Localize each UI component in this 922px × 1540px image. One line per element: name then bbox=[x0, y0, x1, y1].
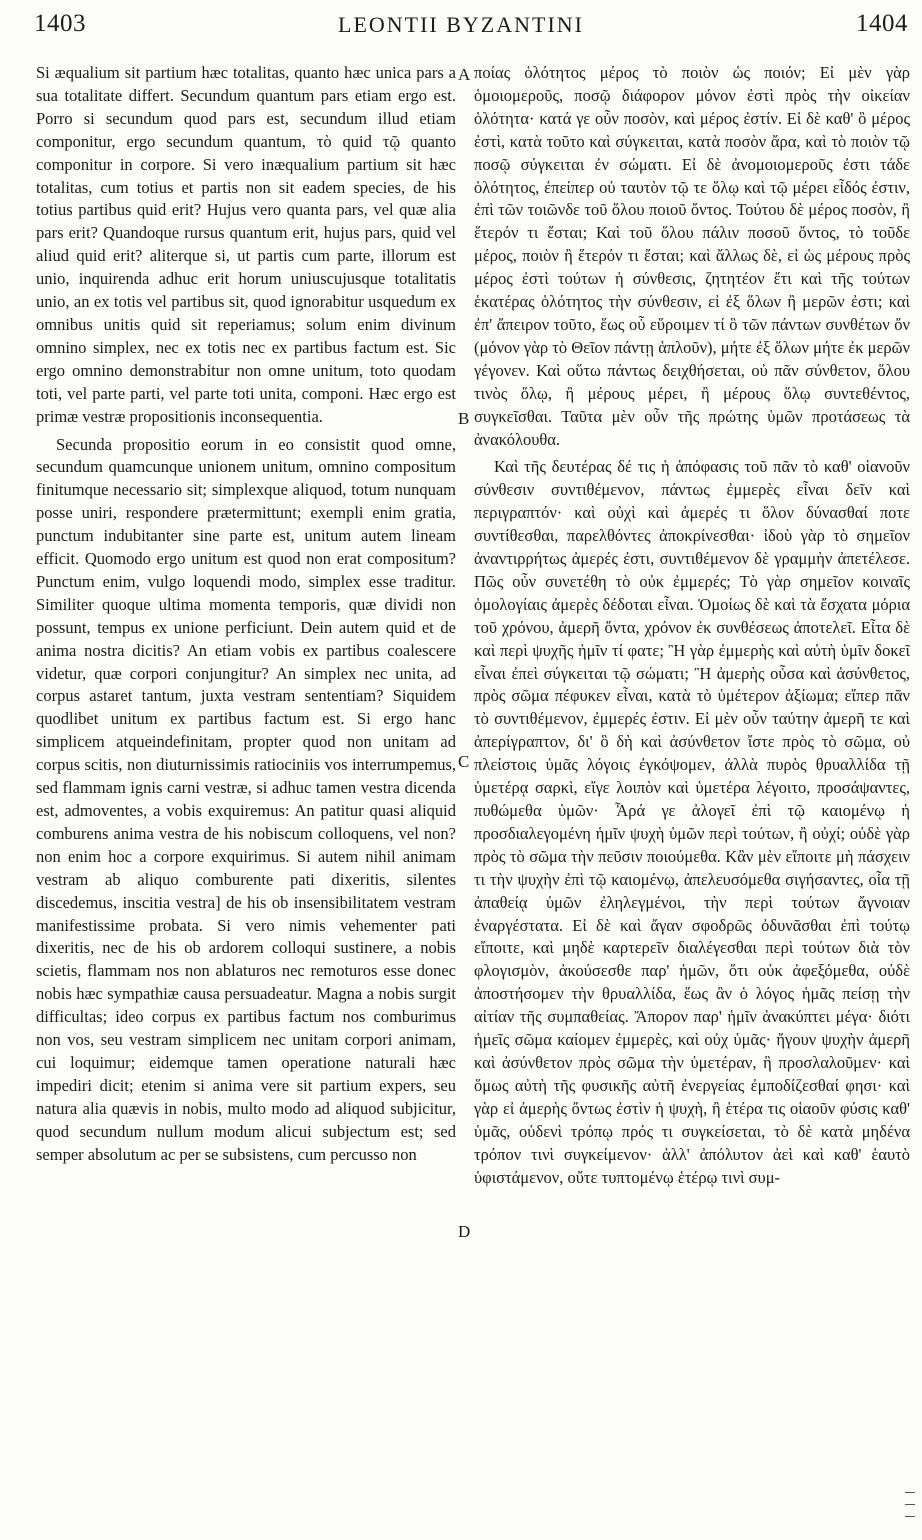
edge-tick-mark bbox=[905, 1504, 915, 1505]
latin-paragraph-2: Secunda propositio eorum in eo consistit quod omne, secundum quamcunque unionem unitum, omnino compositum finitumque necessario sit; simplexque aliquod, totum nunquam posse uniri, respondere prætermittunt; exempli enim gratia, punctum indubitanter sine parte est, unitum autem lineam efficit. Quomodo ergo unitum est quod non erat compositum? Punctum enim, vulgo loquendi modo, simplex esse traditur. Similiter quoque ultima momenta temporis, quæ dividi non possunt, tempus ex unione perficiunt. Dein autem quid et de anima nostra dicitis? An etiam vobis ex partibus coalescere videtur, quæ corpori conjungitur? An simplex nec unita, ad corpus astaret tantum, juxta vestram sententiam? Siquidem quodlibet unitum ex partibus factum est. Si ergo hanc simplicem atqueindefinitam, propter quod non unitam ad corpus scitis, non diuturnissimis ratiociniis vos interrumpemus, sed flammam ignis carni vestræ, si adhuc tamen vestra dicenda est, admoventes, a vobis exquiremus: An patitur quasi aliquid comburens anima vestra de his nobiscum colloquens, vel non? non enim hoc a corpore exquirimus. Si autem nihil animam vestram ab aliquo comburente pati dixeritis, silentes discedemus, inscitia vestra] de his ob insensibilitatem vestram manifestissime probata. Si vero nimis vehementer pati dixeritis, nec de his ob ardorem colloqui sustinere, a nobis scietis, flammam nos non ablaturos nec remoturos esse donec nobis hæc sympathiæ causa persuadeatur. Magna a nobis surgit difficultas; ideo corpus ex partibus factum nos comburimus non vos, seu vestram simplicem nec unitam corpori animam, cui loquimur; eidemque tamen operatione naturali hæc impediri dicit; etenim si anima vere sit partium expers, seu natura alia quævis in nobis, multo modo ad aliquod subjicitur, quod secundum nullum modum alicui subjectum est; sed semper absolutum ac per se subsistens, cum percusso non bbox=[36, 434, 456, 1164]
latin-paragraph-1: Si æqualium sit partium hæc totalitas, quanto hæc unica pars a sua totalitate differt. Secundum quantum pars etiam ergo est. Porro si secundum quod pars est, secundum illud etiam componitur, ergo secundum quantum, τὸ quid τῷ quanto componitur in corpore. Si vero inæqualium partium sit hæc totalitas, cum totius et partis non sit eadem species, de his totius partibus quid erit? Hujus vero quanta pars, vel quæ alia pars erit? Quandoque rursus quantum erit, hujus pars, quid vel aliud quid erit? aliterque si, ut partis cum parte, illorum est unio, inquirenda adhuc erit horum uniuscujusque totalitatis unio, an ex totis vel partibus sit, quod ignorabitur usquedum ex omnibus unitis quid sit reperiamus; solum enim divinum omnino simplex, nec ex totis nec ex partibus factum est. Sic ergo omnino demonstrabitur non omne unitum, toto quodam toti, vel parte parti, vel parte toti unita, componi. Hæc ergo est primæ vestræ propositionis inconsequentia. bbox=[36, 63, 456, 426]
margin-letter-c: C bbox=[458, 752, 470, 771]
latin-column bbox=[36, 62, 456, 1532]
page-number-right: 1404 bbox=[856, 10, 908, 37]
greek-paragraph-2: Καὶ τῆς δευτέρας δέ τις ἡ ἀπόφασις τοῦ πᾶν τὸ καθ' οἱανοῦν σύνθεσιν συντιθέμενον, πάντως ἐμμερὲς εἶναι δεῖν καὶ περιγραπτόν· καὶ οὐχὶ καὶ ἀμερές τι ὅλον δύνασθαί ποτε συντίθεσθαι, παρελθόντες ἀποκρίνεσθαι· ἰδοὺ γὰρ τὸ σημεῖον ἀναντιρρήτως ἀμερές ἐστι, συντιθέμενον δὲ γραμμὴν ἀπετέλεσε. Πῶς οὖν συνετέθη τὸ οὐκ ἐμμερές; Τὸ γὰρ σημεῖον κοιναῖς ὁμολογίαις ἀμερὲς δέδοται εἶναι. Ὁμοίως δὲ καὶ τὰ ἔσχατα μόρια τοῦ χρόνου, ἀμερῆ ὄντα, χρόνον ἐκ συνθέσεως ἀποτελεῖ. Εἶτα δὲ καὶ περὶ ψυχῆς ἡμῖν τί φατε; Ἢ γὰρ ἐμμερὴς καὶ αὐτὴ ὑμῖν δοκεῖ εἶναι ἐπεὶ σύγκειται τῷ σώματι; Ἢ ἀμερὴς οὖσα καὶ ἀσύνθετος, πρὸς σῶμα πέφυκεν εἶναι, κατὰ τὸ ὑμέτερον ἀξίωμα; εἴπερ πᾶν τὸ συντιθέμενον, ἐμμερές ἐστιν. Εἰ μὲν οὖν ταύτην ἀμερῆ τε καὶ ἀπερίγραπτον, δι' ὃ δὴ καὶ ἀσύνθετον ἴστε πρὸς τὸ σῶμα, οὐ πλείστοις ὑμᾶς λόγοις ἐγκόψομεν, ἀλλὰ πυρὸς θρυαλλίδα τῇ ὑμετέρᾳ σαρκὶ, εἴγε λοιπὸν καὶ ὑμετέρα λέγοιτο, προσάψαντες, πυθώμεθα ὑμῶν· Ἆρά γε ἀλογεῖ ἐπὶ τῷ καιομένῳ ἡ προσδιαλεγομένη ἡμῖν ψυχὴ ὑμῶν περὶ τούτων, ἢ οὐχί; οὐδὲ γὰρ πρὸς τὸ σῶμα τὴν πεῦσιν ποιούμεθα. Κἂν μὲν εἴποιτε μὴ πάσχειν τι τὴν ψυχὴν ἐπὶ τῷ καιομένῳ, ἀπελευσόμεθα σιγήσαντες, οἷα τῇ ἀπαθείᾳ ὑμῶν ἐληλεγμένοι, τὴν περὶ τούτων ἄγνοιαν ἐναργέστατα. Εἰ δὲ καὶ ἄγαν σφοδρῶς ὀδυνᾶσθαι ἐπὶ τούτῳ εἴποιτε, καὶ μηδὲ καρτερεῖν διαλέγεσθαι περὶ τούτων διὰ τὸν φλογισμὸν, ἀκούσεσθε παρ' ἡμῶν, ὅτι οὐκ ἀφεξόμεθα, οὐδὲ ἀποστήσομεν τὴν θρυαλλίδα, ἕως ἂν ὁ λόγος ἡμᾶς πείσῃ τὴν αἰτίαν τῆς συμπαθείας. Ἄπορον παρ' ἡμῖν ἀνακύπτει μέγα· διότι ἡμεῖς σῶμα καίομεν ἐμμερὲς, καὶ οὐχ ὑμᾶς· ἤγουν ψυχὴν ἀμερῆ καὶ ἀσύνθετον πρὸς σῶμα τὴν ὑμετέραν, ἣ προσλαλοῦμεν· καὶ ὅμως αὐτὴ τῆς φυσικῆς αὐτῆ ἐνεργείας ἐμποδίζεσθαί φησι· καὶ γὰρ εἰ ἀμερὴς ὄντως ἐστὶν ἡ ψυχὴ, ἢ ἑτέρα τις οἱαοῦν φύσις καθ' ὑμᾶς, οὐδενὶ τρόπῳ πρός τι συγκείσεται, τὸ δὲ κατὰ μηδένα τρόπον τινὶ συγκείμενον· ἀλλ' ἀπόλυτον ἀεὶ καὶ καθ' ἑαυτὸ ὑφιστάμενον, οὔτε τυπτομένῳ ἑτέρῳ τινὶ συμ- bbox=[474, 457, 910, 1187]
margin-letter-d: D bbox=[458, 1222, 471, 1241]
margin-letter-b: B bbox=[458, 409, 470, 428]
page-number-left: 1403 bbox=[34, 10, 86, 37]
edge-tick-mark bbox=[905, 1516, 915, 1517]
running-title: LEONTII BYZANTINI bbox=[338, 12, 584, 37]
greek-column bbox=[474, 62, 910, 1532]
running-header bbox=[0, 0, 922, 50]
greek-paragraph-1: ποίας ὁλότητος μέρος τὸ ποιὸν ὡς ποιόν; Εἰ μὲν γὰρ ὁμοιομεροῦς, ποσῷ διάφορον μόνον ἐστὶ πρὸς τὴν οἰκείαν ὁλότητα· κατά γε οὖν ποσὸν, καὶ μέρος ἐστίν. Εἰ δὲ καθ' ὃ μέρος ἐστὶ, κατὰ τοῦτο καὶ σύγκειται, κατὰ ποσὸν ἄρα, καὶ τὸ ποιὸν τῷ ποσῷ σύγκειται ἐν σώματι. Εἰ δὲ ἀνομοιομεροῦς ἐστι τάδε ὁλότητος, ἐπείπερ οὐ ταυτὸν τῷ τε ὅλῳ καὶ τῷ μέρει εἶδός ἐστιν, ἐπὶ τῶν τοιῶνδε τοῦ ὅλου ποιοῦ ὄντος. Τούτου δὲ μέρος ποσὸν, ἢ ἕτερόν τι ἔσται; Καὶ τοῦ ὅλου πάλιν ποσοῦ ὄντος, τὸ τοῦδε μέρος, ποιὸν ἢ ἕτερόν τι ἔσται; καὶ ἄλλως δὲ, εἰ ὡς μέρους πρὸς μέρος ἐστὶ τούτων ἡ σύνθεσις, ζητητέον ἔτι καὶ τῆς τούτων ἑκατέρας ὁλότητος τὴν σύνθεσιν, εἰ ἐξ ὅλων ἢ μερῶν ἐστι; καὶ ἐπ' ἄπειρον τοῦτο, ἕως οὗ εὕροιμεν τί ὃ τῶν πάντων συνθέτων ὄν (μόνον γὰρ τὸ Θεῖον πάντῃ ἁπλοῦν), μήτε ἐξ ὅλων μήτε ἐκ μερῶν γέγονεν. Καὶ οὕτω πάντως δειχθήσεται, οὐ πᾶν σύνθετον, ὅλου τινὸς ὅλῳ, ἢ μέρους μέρει, ἢ μέρους ὅλῳ συντεθέντος, συγκεῖσθαι. Ταῦτα μὲν οὖν τῆς πρώτης ὑμῶν προτάσεως τὰ ἀνακόλουθα. bbox=[474, 63, 910, 449]
margin-letter-a: A bbox=[458, 65, 471, 84]
edge-tick-mark bbox=[905, 1492, 915, 1493]
